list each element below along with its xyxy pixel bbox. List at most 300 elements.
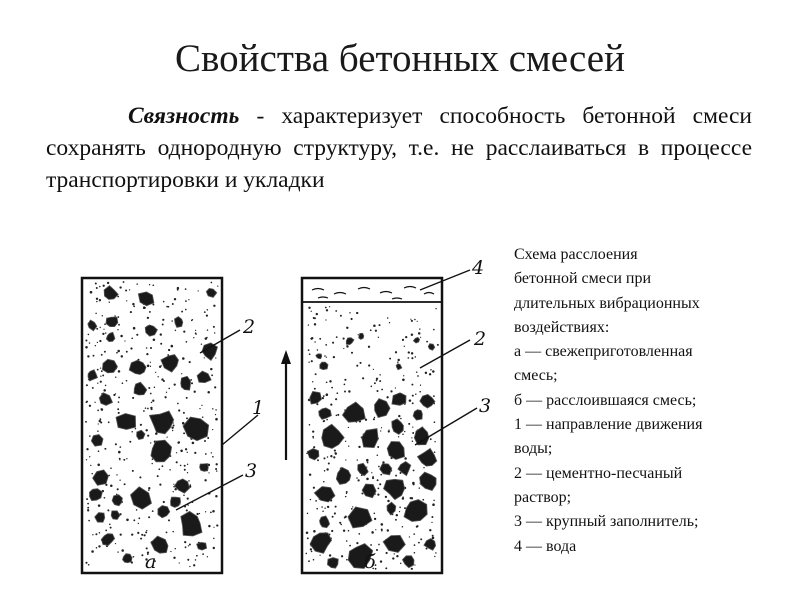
sand-dot (96, 328, 98, 330)
sand-dot (389, 322, 390, 323)
sand-dot (386, 552, 388, 554)
sand-dot (86, 448, 88, 450)
sand-dot (358, 446, 360, 448)
sand-dot (325, 307, 327, 309)
sand-dot (346, 345, 347, 346)
sand-dot (105, 530, 107, 532)
sand-dot (356, 477, 358, 479)
sand-dot (85, 339, 87, 341)
sand-dot (356, 365, 358, 367)
sand-dot (324, 507, 325, 508)
sand-dot (207, 437, 209, 439)
sand-dot (411, 320, 413, 322)
panel-label-b: б (364, 551, 376, 573)
sand-dot (329, 554, 331, 556)
sand-dot (433, 395, 435, 397)
sand-dot (166, 532, 168, 534)
sand-dot (104, 323, 106, 325)
sand-dot (412, 426, 413, 427)
sand-dot (323, 420, 325, 422)
sand-dot (125, 289, 127, 291)
sand-dot (217, 285, 218, 286)
sand-dot (145, 407, 147, 409)
sand-dot (162, 465, 164, 467)
sand-dot (121, 549, 124, 552)
sand-dot (420, 385, 421, 386)
sand-dot (97, 430, 99, 432)
sand-dot (176, 452, 177, 453)
sand-dot (376, 549, 378, 551)
sand-dot (160, 333, 162, 335)
sand-dot (118, 451, 121, 454)
definition-term: Связность (128, 103, 240, 129)
sand-dot (95, 313, 96, 314)
sand-dot (214, 332, 215, 333)
sand-dot (148, 387, 150, 389)
sand-dot (389, 358, 391, 360)
sand-dot (151, 402, 153, 404)
sand-dot (215, 468, 217, 470)
sand-dot (147, 408, 149, 410)
sand-dot (323, 457, 325, 459)
sand-dot (105, 332, 106, 333)
sand-dot (188, 545, 189, 546)
sand-dot (317, 349, 318, 350)
sand-dot (90, 465, 91, 466)
sand-dot (146, 530, 147, 531)
sand-dot (366, 459, 369, 462)
sand-dot (180, 450, 183, 453)
sand-dot (374, 513, 376, 515)
sand-dot (370, 544, 372, 546)
sand-dot (431, 516, 433, 518)
sand-dot (114, 315, 116, 317)
sand-dot (85, 562, 87, 564)
sand-dot (411, 437, 412, 438)
sand-dot (102, 315, 103, 316)
sand-dot (94, 402, 95, 403)
sand-dot (118, 396, 120, 398)
sand-dot (201, 344, 202, 345)
sand-dot (411, 333, 413, 335)
sand-dot (366, 478, 369, 481)
sand-dot (171, 345, 174, 348)
sand-dot (378, 324, 380, 326)
sand-dot (172, 303, 174, 305)
sand-dot (136, 334, 138, 336)
sand-dot (189, 361, 191, 363)
sand-dot (204, 357, 205, 358)
sand-dot (412, 402, 414, 404)
sand-dot (419, 487, 420, 488)
sand-dot (335, 452, 336, 453)
sand-dot (189, 566, 190, 567)
sand-dot (390, 390, 392, 392)
sand-dot (399, 507, 401, 509)
sand-dot (402, 434, 404, 436)
sand-dot (100, 367, 101, 368)
aggregate-stone (116, 414, 136, 430)
sand-dot (325, 344, 327, 346)
sand-dot (413, 533, 415, 535)
sand-dot (314, 341, 315, 342)
sand-dot (411, 497, 413, 499)
sand-dot (146, 547, 148, 549)
sand-dot (202, 553, 204, 555)
sand-dot (126, 300, 127, 301)
sand-dot (313, 530, 316, 533)
sand-dot (185, 300, 187, 302)
sand-dot (100, 408, 101, 409)
sand-dot (309, 473, 311, 475)
sand-dot (123, 459, 125, 461)
sand-dot (130, 311, 132, 313)
sand-dot (162, 324, 164, 326)
sand-dot (141, 534, 143, 536)
sand-dot (110, 467, 112, 469)
sand-dot (131, 533, 133, 535)
sand-dot (100, 418, 102, 420)
sand-dot (117, 551, 118, 552)
sand-dot (316, 508, 318, 510)
sand-dot (336, 336, 338, 338)
sand-dot (414, 552, 416, 554)
sand-dot (311, 360, 313, 362)
sand-dot (330, 403, 332, 405)
sand-dot (107, 282, 109, 284)
sand-dot (86, 459, 87, 460)
sand-dot (215, 409, 217, 411)
sand-dot (345, 516, 347, 518)
sand-dot (326, 309, 328, 311)
sand-dot (311, 311, 312, 312)
sand-dot (307, 537, 309, 539)
sand-dot (346, 327, 348, 329)
sand-dot (174, 383, 176, 385)
sand-dot (173, 557, 175, 559)
caption-line: воздействиях: (514, 318, 610, 336)
sand-dot (385, 496, 387, 498)
sand-dot (414, 544, 416, 546)
sand-dot (415, 356, 417, 358)
sand-dot (419, 391, 421, 393)
sand-dot (212, 408, 213, 409)
sand-dot (183, 494, 185, 496)
sand-dot (188, 299, 189, 300)
sand-dot (216, 524, 218, 526)
sand-dot (204, 311, 206, 313)
sand-dot (425, 372, 427, 374)
sand-dot (152, 463, 153, 464)
sand-dot (196, 513, 198, 515)
sand-dot (103, 285, 105, 287)
sand-dot (351, 318, 353, 320)
sand-dot (310, 338, 312, 340)
sand-dot (313, 487, 315, 489)
sand-dot (97, 464, 100, 467)
sand-dot (177, 403, 179, 405)
sand-dot (348, 530, 350, 532)
sand-dot (119, 480, 120, 481)
sand-dot (122, 382, 124, 384)
segregation-figure (0, 230, 500, 600)
sand-dot (376, 378, 378, 380)
sand-dot (426, 341, 428, 343)
sand-dot (187, 498, 189, 500)
sand-dot (395, 387, 396, 388)
sand-dot (126, 458, 127, 459)
sand-dot (378, 466, 380, 468)
sand-dot (433, 329, 435, 331)
sand-dot (423, 467, 424, 468)
sand-dot (432, 535, 434, 537)
sand-dot (189, 544, 191, 546)
sand-dot (150, 347, 152, 349)
sand-dot (198, 290, 199, 291)
sand-dot (317, 459, 319, 461)
sand-dot (323, 395, 325, 397)
sand-dot (340, 524, 342, 526)
sand-dot (183, 432, 185, 434)
sand-dot (118, 401, 120, 403)
sand-dot (380, 474, 382, 476)
sand-dot (308, 361, 309, 362)
sand-dot (139, 476, 141, 478)
sand-dot (184, 465, 186, 467)
sand-dot (143, 534, 145, 536)
caption-line: 2 — цементно-песчаный (514, 464, 683, 482)
sand-dot (146, 353, 148, 355)
sand-dot (187, 464, 188, 465)
sand-dot (187, 452, 188, 453)
sand-dot (316, 313, 318, 315)
aggregate-stone (200, 464, 209, 472)
sand-dot (213, 305, 215, 307)
sand-dot (131, 337, 133, 339)
sand-dot (96, 547, 98, 549)
sand-dot (95, 345, 96, 346)
sand-dot (388, 431, 390, 433)
sand-dot (313, 437, 314, 438)
sand-dot (195, 559, 197, 561)
sand-dot (343, 530, 345, 532)
sand-dot (89, 342, 91, 344)
sand-dot (358, 533, 360, 535)
sand-dot (86, 498, 88, 500)
sand-dot (400, 418, 402, 420)
sand-dot (414, 319, 416, 321)
aggregate-stone (106, 317, 118, 327)
sand-dot (322, 397, 324, 399)
sand-dot (329, 380, 331, 382)
sand-dot (212, 456, 214, 458)
sand-dot (379, 374, 380, 375)
sand-dot (161, 378, 163, 380)
sand-dot (177, 289, 179, 291)
sand-dot (199, 513, 200, 514)
sand-dot (374, 417, 375, 418)
sand-dot (392, 557, 394, 559)
sand-dot (377, 494, 379, 496)
sand-dot (378, 337, 379, 338)
sand-dot (101, 370, 103, 372)
sand-dot (211, 374, 213, 376)
sand-dot (95, 533, 97, 535)
sand-dot (126, 380, 128, 382)
sand-dot (411, 357, 413, 359)
sand-dot (435, 308, 436, 309)
sand-dot (150, 393, 152, 395)
sand-dot (136, 509, 138, 511)
sand-dot (371, 472, 372, 473)
aggregate-stone (181, 376, 191, 390)
sand-dot (371, 531, 374, 534)
sand-dot (429, 373, 431, 375)
sand-dot (420, 337, 421, 338)
callout-b-aggregate: 3 (479, 395, 492, 417)
sand-dot (213, 547, 215, 549)
sand-dot (431, 522, 432, 523)
sand-dot (162, 319, 164, 321)
sand-dot (187, 472, 188, 473)
sand-dot (332, 342, 334, 344)
sand-dot (168, 519, 170, 521)
sand-dot (182, 422, 185, 425)
sand-dot (433, 500, 434, 501)
sand-dot (344, 391, 346, 393)
sand-dot (119, 459, 120, 460)
sand-dot (93, 355, 95, 357)
sand-dot (348, 446, 349, 447)
sand-dot (119, 286, 121, 288)
sand-dot (387, 500, 389, 502)
sand-dot (117, 408, 119, 410)
sand-dot (417, 321, 418, 322)
sand-dot (172, 430, 173, 431)
sand-dot (310, 548, 312, 550)
sand-dot (120, 335, 123, 338)
sand-dot (348, 427, 349, 428)
sand-dot (327, 506, 329, 508)
sand-dot (430, 369, 432, 371)
sand-dot (344, 384, 346, 386)
sand-dot (150, 362, 151, 363)
caption-line: длительных вибрационных (514, 294, 700, 312)
sand-dot (183, 412, 185, 414)
sand-dot (396, 514, 398, 516)
sand-dot (158, 468, 160, 470)
sand-dot (326, 419, 328, 421)
sand-dot (432, 537, 435, 540)
sand-dot (309, 353, 311, 355)
sand-dot (206, 337, 208, 339)
sand-dot (120, 534, 122, 536)
sand-dot (163, 301, 165, 303)
sand-dot (374, 382, 376, 384)
sand-dot (129, 441, 131, 443)
water-direction-arrow (281, 350, 291, 460)
sand-dot (375, 529, 376, 530)
sand-dot (103, 329, 104, 330)
sand-dot (407, 357, 409, 359)
sand-dot (115, 443, 117, 445)
sand-dot (170, 551, 171, 552)
sand-dot (331, 387, 333, 389)
sand-dot (402, 526, 404, 528)
sand-dot (374, 518, 376, 520)
caption-line: 4 — вода (514, 537, 577, 555)
sand-dot (91, 473, 93, 475)
sand-dot (96, 287, 98, 289)
sand-dot (172, 531, 174, 533)
sand-dot (130, 347, 132, 349)
sand-dot (411, 352, 413, 354)
sand-dot (395, 351, 397, 353)
sand-dot (109, 301, 110, 302)
sand-dot (400, 563, 401, 564)
sand-dot (205, 453, 207, 455)
sand-dot (89, 405, 91, 407)
sand-dot (402, 339, 404, 341)
sand-dot (395, 475, 397, 477)
sand-dot (116, 352, 118, 354)
sand-dot (159, 484, 161, 486)
sand-dot (336, 414, 338, 416)
sand-dot (379, 483, 381, 485)
caption-line: воды; (514, 440, 553, 458)
sand-dot (104, 497, 106, 499)
sand-dot (346, 559, 348, 561)
sand-dot (85, 421, 87, 423)
sand-dot (154, 387, 156, 389)
sand-dot (415, 394, 416, 395)
aggregate-stone (320, 362, 328, 370)
sand-dot (315, 373, 317, 375)
sand-dot (215, 495, 217, 497)
sand-dot (395, 519, 397, 521)
sand-dot (110, 527, 112, 529)
sand-dot (118, 370, 121, 373)
sand-dot (323, 481, 325, 483)
sand-dot (326, 468, 328, 470)
sand-dot (102, 374, 104, 376)
sand-dot (188, 480, 189, 481)
sand-dot (211, 282, 213, 284)
sand-dot (367, 462, 369, 464)
sand-dot (108, 421, 110, 423)
sand-dot (187, 559, 189, 561)
sand-dot (166, 436, 167, 437)
sand-dot (193, 337, 194, 338)
sand-dot (356, 542, 358, 544)
sand-dot (435, 552, 436, 553)
sand-dot (151, 408, 153, 410)
sand-dot (155, 372, 156, 373)
sand-dot (306, 531, 309, 534)
sand-dot (196, 555, 198, 557)
sand-dot (308, 560, 310, 562)
sand-dot (104, 448, 106, 450)
sand-dot (143, 410, 145, 412)
panel-b-segregated-mix (302, 278, 442, 573)
sand-dot (97, 383, 98, 384)
sand-dot (102, 333, 104, 335)
sand-dot (210, 368, 212, 370)
sand-dot (378, 488, 380, 490)
sand-dot (204, 479, 206, 481)
sand-dot (351, 352, 353, 354)
sand-dot (138, 523, 139, 524)
